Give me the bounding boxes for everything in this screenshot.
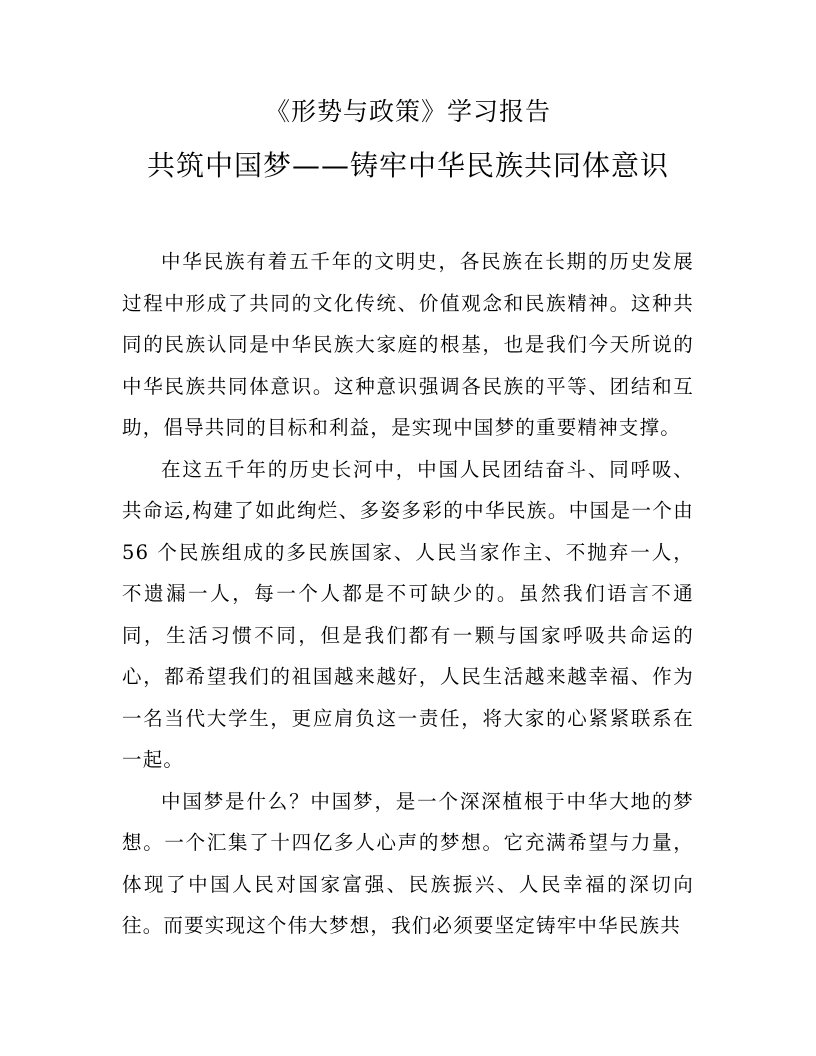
report-subtitle: 共筑中国梦——铸牢中华民族共同体意识 [146, 149, 669, 182]
paragraph-2: 在这五千年的历史长河中，中国人民团结奋斗、同呼吸、共命运,构建了如此绚烂、多姿多彩的中华民族。中国是一个由 56 个民族组成的多民族国家、人民当家作主、不抛弃一人，不遗漏一人，每一个人都是不可缺少的。虽然我们语言不通同，生活习惯不同，但是我们都有一颗与国家呼吸共命运的心，都希望我们的祖国越来越好，人民生活越来越幸福、作为一名当代大学生，更应肩负这一责任，将大家的心紧紧联系在一起。 [122, 457, 694, 771]
report-title: 《形势与政策》学习报告 [264, 97, 551, 126]
paragraph-3: 中国梦是什么？中国梦，是一个深深植根于中华大地的梦想。一个汇集了十四亿多人心声的梦想。它充满希望与力量，体现了中国人民对国家富强、民族振兴、人民幸福的深切向往。而要实现这个伟大梦想，我们必须要坚定铸牢中华民族共 [122, 789, 694, 937]
report-body [122, 241, 694, 947]
paragraph-1: 中华民族有着五千年的文明史，各民族在长期的历史发展过程中形成了共同的文化传统、价值观念和民族精神。这种共同的民族认同是中华民族大家庭的根基，也是我们今天所说的中华民族共同体意识。这种意识强调各民族的平等、团结和互助，倡导共同的目标和利益，是实现中国梦的重要精神支撑。 [122, 250, 694, 439]
